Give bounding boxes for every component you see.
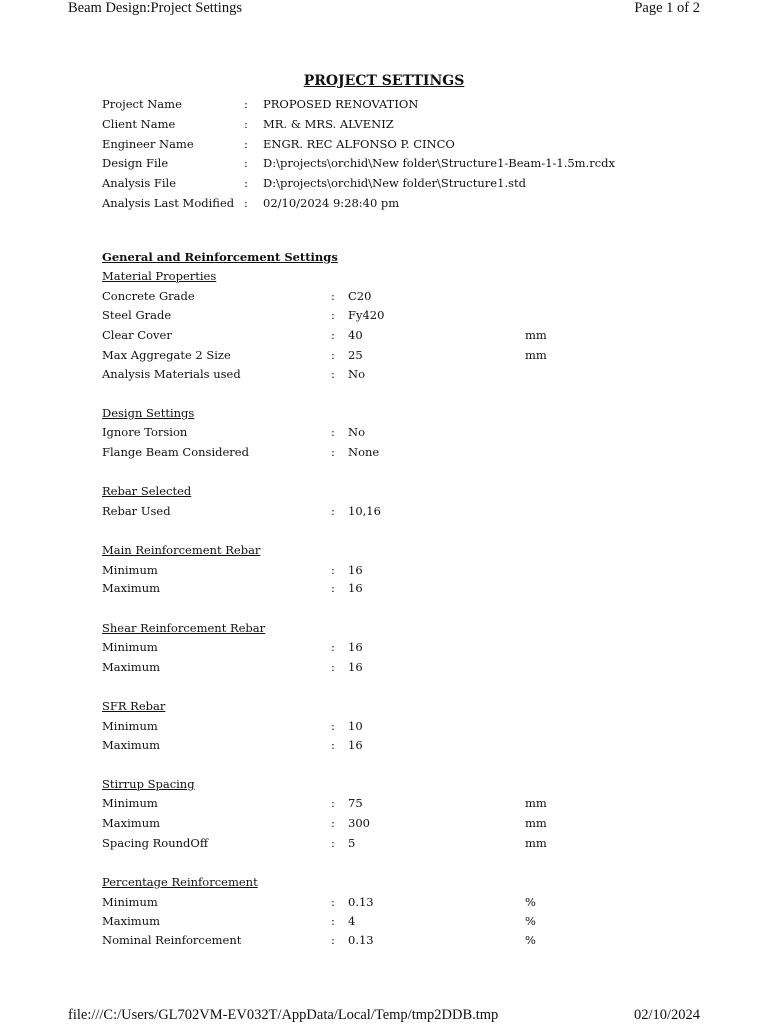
row-separator: : <box>331 563 335 577</box>
row-label: Maximum <box>102 914 161 928</box>
row-label: Analysis Materials used <box>102 367 241 381</box>
row-value: 40 <box>348 328 363 342</box>
row-unit: mm <box>525 328 547 342</box>
row-label: Flange Beam Considered <box>102 445 249 459</box>
row-label: Nominal Reinforcement <box>102 933 242 947</box>
row-label: Client Name <box>102 117 176 131</box>
row-separator: : <box>331 425 335 439</box>
row-separator: : <box>331 816 335 830</box>
row-separator: : <box>244 117 248 131</box>
row-label: Minimum <box>102 640 158 654</box>
row-label: Design File <box>102 156 169 170</box>
row-separator: : <box>331 348 335 362</box>
row-unit: % <box>525 895 536 909</box>
row-value: No <box>348 367 365 381</box>
row-value: 02/10/2024 9:28:40 pm <box>263 196 400 210</box>
row-label: Clear Cover <box>102 328 172 342</box>
row-value: No <box>348 425 365 439</box>
row-separator: : <box>331 308 335 322</box>
row-label: Minimum <box>102 796 158 810</box>
row-separator: : <box>331 895 335 909</box>
row-separator: : <box>331 328 335 342</box>
page-title: PROJECT SETTINGS <box>303 73 465 89</box>
row-label: Maximum <box>102 738 161 752</box>
row-separator: : <box>331 367 335 381</box>
row-separator: : <box>331 445 335 459</box>
row-value: 10,16 <box>348 504 381 518</box>
row-value: 0.13 <box>348 933 374 947</box>
row-label: Concrete Grade <box>102 289 195 303</box>
row-unit: % <box>525 933 536 947</box>
general-settings-heading: General and Reinforcement Settings <box>102 250 338 264</box>
row-value: D:\projects\orchid\New folder\Structure1.std <box>263 176 526 190</box>
row-label: Rebar Used <box>102 504 171 518</box>
percentage-reinforcement-heading: Percentage Reinforcement <box>102 875 258 889</box>
shear-rebar-heading: Shear Reinforcement Rebar <box>102 621 266 635</box>
row-label: Ignore Torsion <box>102 425 188 439</box>
row-value: 4 <box>348 914 356 928</box>
row-separator: : <box>244 196 248 210</box>
row-label: Analysis Last Modified <box>102 196 235 210</box>
row-unit: mm <box>525 348 547 362</box>
row-value: D:\projects\orchid\New folder\Structure1-Beam-1-1.5m.rcdx <box>263 156 616 170</box>
sfr-rebar-heading: SFR Rebar <box>102 699 166 713</box>
row-value: 16 <box>348 660 363 674</box>
design-settings-heading: Design Settings <box>102 406 195 420</box>
row-label: Engineer Name <box>102 137 194 151</box>
row-separator: : <box>331 914 335 928</box>
row-value: 300 <box>348 816 370 830</box>
row-unit: mm <box>525 796 547 810</box>
row-value: 16 <box>348 738 363 752</box>
row-separator: : <box>331 289 335 303</box>
row-value: 0.13 <box>348 895 374 909</box>
row-separator: : <box>244 156 248 170</box>
row-value: 16 <box>348 640 363 654</box>
row-label: Project Name <box>102 97 182 111</box>
row-label: Steel Grade <box>102 308 172 322</box>
row-separator: : <box>244 97 248 111</box>
row-unit: mm <box>525 816 547 830</box>
row-label: Minimum <box>102 719 158 733</box>
row-value: None <box>348 445 380 459</box>
row-value: 16 <box>348 581 363 595</box>
stirrup-spacing-heading: Stirrup Spacing <box>102 777 195 791</box>
row-value: MR. & MRS. ALVENIZ <box>263 117 394 131</box>
row-label: Maximum <box>102 816 161 830</box>
row-value: PROPOSED RENOVATION <box>263 97 419 111</box>
rebar-selected-heading: Rebar Selected <box>102 484 192 498</box>
row-value: 25 <box>348 348 363 362</box>
row-unit: % <box>525 914 536 928</box>
page-header-title: Beam Design:Project Settings <box>68 0 242 16</box>
row-separator: : <box>331 719 335 733</box>
row-value: ENGR. REC ALFONSO P. CINCO <box>263 137 455 151</box>
footer-file-path: file:///C:/Users/GL702VM-EV032T/AppData/Local/Temp/tmp2DDB.tmp <box>68 1007 499 1023</box>
row-value: C20 <box>348 289 372 303</box>
row-value: 16 <box>348 563 363 577</box>
row-value: 75 <box>348 796 363 810</box>
page-number: Page 1 of 2 <box>634 0 700 16</box>
row-label: Maximum <box>102 660 161 674</box>
row-separator: : <box>244 176 248 190</box>
main-rebar-heading: Main Reinforcement Rebar <box>102 543 261 557</box>
row-value: 5 <box>348 836 356 850</box>
row-label: Maximum <box>102 581 161 595</box>
row-separator: : <box>331 796 335 810</box>
row-separator: : <box>331 581 335 595</box>
row-separator: : <box>331 738 335 752</box>
row-value: 10 <box>348 719 363 733</box>
row-separator: : <box>331 640 335 654</box>
row-label: Spacing RoundOff <box>102 836 208 850</box>
row-separator: : <box>244 137 248 151</box>
row-separator: : <box>331 933 335 947</box>
row-label: Analysis File <box>102 176 177 190</box>
row-separator: : <box>331 836 335 850</box>
row-value: Fy420 <box>348 308 385 322</box>
row-separator: : <box>331 660 335 674</box>
row-label: Minimum <box>102 895 158 909</box>
row-label: Minimum <box>102 563 158 577</box>
row-separator: : <box>331 504 335 518</box>
footer-date: 02/10/2024 <box>633 1007 700 1023</box>
row-unit: mm <box>525 836 547 850</box>
material-properties-heading: Material Properties <box>102 269 217 283</box>
row-label: Max Aggregate 2 Size <box>102 348 231 362</box>
